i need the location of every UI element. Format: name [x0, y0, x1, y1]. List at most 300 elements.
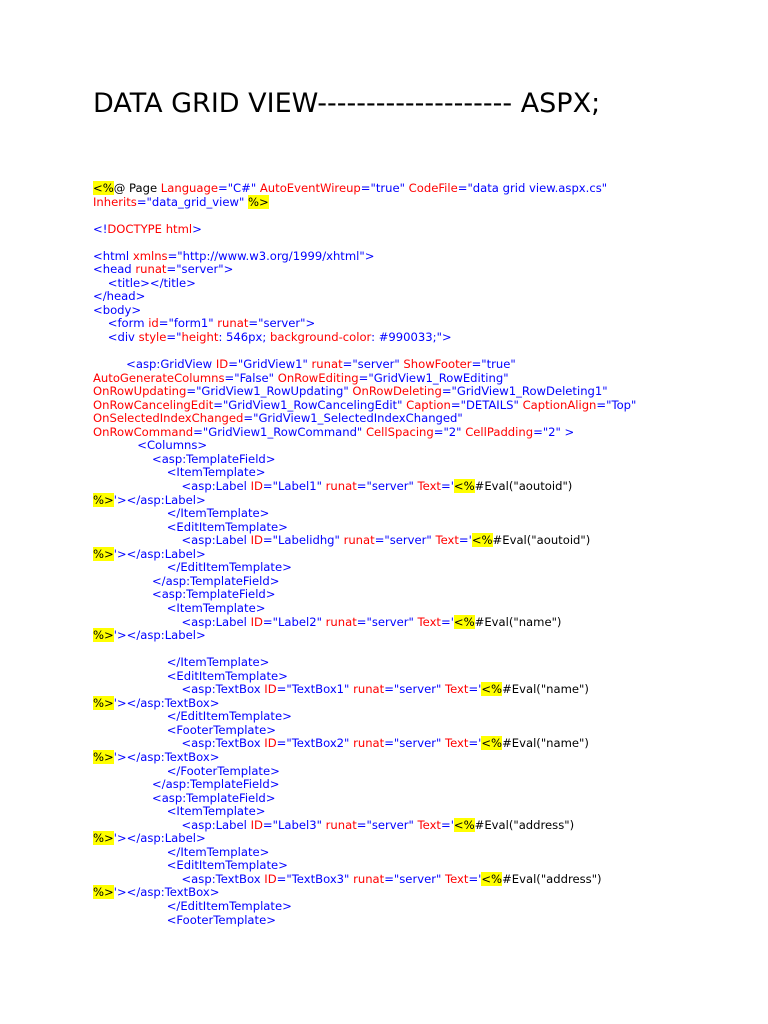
code-line: [93, 859, 753, 873]
highlighted-code-token: <%: [471, 533, 493, 548]
code-token: runat: [353, 871, 385, 886]
code-token: asp: [191, 736, 212, 751]
code-token: <: [93, 330, 118, 345]
code-token: ="C#": [218, 181, 260, 195]
code-token: title: [117, 275, 141, 290]
highlighted-code-token: %>: [93, 546, 114, 561]
code-token: TextBox: [164, 885, 210, 900]
code-token: <: [93, 302, 103, 317]
code-token: ="Labelidhg": [262, 533, 344, 548]
code-token: ="Label3": [262, 817, 326, 832]
code-line: [93, 697, 753, 711]
code-token: >: [278, 668, 288, 683]
code-token: Label: [164, 492, 196, 507]
page-title: DATA GRID VIEW-------------------- ASPX;: [93, 88, 601, 119]
code-token: :: [182, 587, 187, 602]
code-token: TextBox: [215, 682, 261, 697]
code-line: [93, 805, 753, 819]
code-token: ID: [250, 817, 263, 832]
code-token: : #990033;">: [371, 330, 452, 345]
code-line: [93, 412, 753, 426]
code-token: >: [195, 492, 206, 507]
code-line: [93, 548, 753, 562]
code-token: >: [195, 831, 206, 846]
code-token: >: [195, 628, 206, 643]
code-token: #Eval("name"): [502, 682, 589, 697]
code-token: =': [458, 533, 472, 548]
code-token: </: [93, 289, 107, 304]
code-token: runat: [353, 682, 385, 697]
code-line: [93, 561, 753, 575]
code-token: : 546px;: [218, 330, 270, 345]
highlighted-code-token: <%: [481, 736, 503, 751]
code-token: </: [93, 709, 181, 724]
code-token: runat: [343, 533, 375, 548]
code-line: [93, 873, 753, 887]
code-token: #Eval("address"): [502, 871, 602, 886]
code-token: </: [93, 573, 166, 588]
code-token: ="server": [356, 817, 418, 832]
code-token: :: [186, 573, 191, 588]
code-token: >: [265, 790, 276, 805]
code-token: <: [93, 600, 177, 615]
code-token: OnRowDeleting: [352, 384, 442, 399]
code-token: #Eval("name"): [502, 736, 589, 751]
code-token: Text: [417, 479, 441, 494]
code-token: Text: [417, 614, 441, 629]
code-token: ="TextBox2": [276, 736, 354, 751]
code-token: =': [440, 479, 454, 494]
code-token: ItemTemplate: [176, 804, 256, 819]
code-token: <: [93, 519, 177, 534]
code-token: Label: [215, 614, 247, 629]
code-token: ="server": [356, 479, 418, 494]
code-token: ID: [250, 479, 263, 494]
code-line: [93, 683, 753, 697]
code-token: FooterTemplate: [180, 763, 271, 778]
code-token: TemplateField: [186, 790, 266, 805]
code-token: <!: [93, 221, 108, 236]
code-line: [93, 846, 753, 860]
code-token: ="Label1": [262, 479, 326, 494]
code-token: asp: [191, 614, 212, 629]
code-token: >: [265, 587, 276, 602]
highlighted-code-token: <%: [453, 817, 475, 832]
code-token: ShowFooter: [403, 357, 472, 372]
code-token: asp: [161, 587, 183, 602]
code-line: [93, 778, 753, 792]
code-line: [93, 317, 753, 331]
code-token: ="False": [224, 370, 278, 385]
code-token: #Eval("name"): [474, 614, 562, 629]
code-line: [93, 575, 753, 589]
code-token: :: [211, 682, 216, 697]
code-token: ="Top": [596, 397, 637, 412]
code-token: >: [131, 302, 142, 317]
code-token: asp: [140, 546, 161, 561]
code-token: <: [93, 858, 177, 873]
code-token: asp: [191, 479, 212, 494]
code-token: ></: [140, 275, 164, 290]
code-token: :: [186, 777, 191, 792]
code-token: ItemTemplate: [176, 465, 256, 480]
code-token: Text: [417, 817, 441, 832]
code-line: [93, 602, 753, 616]
code-line: [93, 331, 753, 345]
code-token: <: [93, 275, 118, 290]
code-token: :: [160, 492, 165, 507]
code-token: :: [160, 831, 165, 846]
highlighted-code-token: %>: [93, 695, 114, 710]
code-token: ="GridView1": [228, 357, 312, 372]
code-token: CellSpacing: [365, 424, 434, 439]
code-token: ID: [250, 533, 263, 548]
code-token: >: [197, 438, 208, 453]
code-token: Caption: [406, 397, 451, 412]
code-token: TemplateField: [190, 777, 270, 792]
code-token: Label: [164, 628, 196, 643]
highlighted-code-token: %>: [93, 831, 114, 846]
code-token: ID: [264, 682, 277, 697]
code-token: FooterTemplate: [176, 722, 267, 737]
code-line: [93, 534, 753, 548]
code-token: :: [160, 628, 165, 643]
code-token: >: [282, 560, 292, 575]
code-token: >: [266, 912, 276, 927]
code-line: [93, 643, 753, 657]
code-token: Language: [160, 181, 218, 195]
code-token: ="server": [374, 533, 436, 548]
code-token: ="server": [384, 871, 445, 886]
code-token: '></: [113, 749, 141, 764]
code-block: [93, 182, 753, 927]
code-token: TextBox: [215, 736, 261, 751]
code-token: xmlns: [132, 248, 168, 263]
code-line: [93, 439, 753, 453]
code-token: '></: [113, 831, 141, 846]
code-line: [93, 765, 753, 779]
code-line: [93, 385, 753, 399]
code-token: runat: [135, 262, 167, 277]
code-token: >: [282, 709, 292, 724]
code-token: <: [93, 451, 162, 466]
code-token: </: [93, 898, 181, 913]
code-token: head: [102, 262, 132, 277]
code-token: runat: [325, 817, 357, 832]
code-token: Label: [215, 533, 247, 548]
code-line: [93, 629, 753, 643]
code-line: [93, 277, 753, 291]
highlighted-code-token: <%: [481, 871, 503, 886]
code-line: [93, 453, 753, 467]
code-line: [93, 656, 753, 670]
code-token: TemplateField: [186, 451, 266, 466]
code-line: [93, 737, 753, 751]
code-token: <: [93, 817, 192, 832]
code-token: AutoEventWireup: [259, 181, 361, 195]
code-token: EditItemTemplate: [176, 668, 279, 683]
code-line: [93, 480, 753, 494]
highlighted-code-token: %>: [93, 749, 114, 764]
code-line: [93, 209, 753, 223]
code-token: OnSelectedIndexChanged: [93, 411, 244, 426]
code-token: >: [255, 804, 266, 819]
code-token: CodeFile: [408, 181, 458, 195]
code-token: :: [211, 871, 216, 886]
code-token: Text: [444, 736, 469, 751]
code-token: >: [135, 289, 146, 304]
code-token: ="GridView1_RowCancelingEdit": [213, 397, 407, 412]
code-line: [93, 792, 753, 806]
code-token: >: [192, 221, 202, 236]
code-token: Text: [444, 871, 469, 886]
code-token: ="server": [342, 357, 404, 372]
code-line: [93, 345, 753, 359]
code-token: ID: [264, 871, 277, 886]
code-token: =': [440, 614, 454, 629]
code-token: >: [282, 898, 292, 913]
code-token: >: [266, 722, 276, 737]
code-token: OnRowCommand: [93, 424, 194, 439]
code-line: [93, 616, 753, 630]
code-token: ="server">: [248, 316, 316, 331]
code-token: runat: [217, 316, 249, 331]
code-token: ="TextBox3": [276, 871, 354, 886]
code-token: :: [211, 736, 216, 751]
code-line: [93, 182, 753, 196]
code-token: OnRowUpdating: [93, 384, 187, 399]
code-line: [93, 900, 753, 914]
code-token: TemplateField: [186, 587, 266, 602]
code-token: ID: [264, 736, 277, 751]
code-line: [93, 751, 753, 765]
code-token: </: [93, 655, 181, 670]
code-line: [93, 588, 753, 602]
code-line: [93, 710, 753, 724]
code-token: TemplateField: [190, 573, 270, 588]
code-token: style: [138, 330, 167, 345]
code-token: <: [93, 438, 147, 453]
code-token: <: [93, 912, 177, 927]
code-token: Inherits: [93, 194, 137, 209]
code-token: '></: [113, 885, 141, 900]
code-token: runat: [325, 614, 357, 629]
code-token: ="data grid view.aspx.cs": [457, 181, 608, 195]
code-token: =': [440, 817, 454, 832]
code-token: asp: [140, 885, 161, 900]
code-token: background-color: [270, 330, 372, 345]
highlighted-code-token: %>: [93, 492, 114, 507]
code-token: ID: [215, 357, 229, 372]
code-token: asp: [140, 749, 161, 764]
code-token: EditItemTemplate: [180, 560, 283, 575]
code-token: #Eval("aoutoid"): [492, 533, 591, 548]
code-token: </: [93, 763, 181, 778]
code-token: :: [182, 790, 187, 805]
code-token: runat: [325, 479, 357, 494]
code-token: '></: [113, 492, 141, 507]
code-token: form: [117, 316, 145, 331]
code-token: >: [209, 749, 220, 764]
code-token: Label: [215, 817, 247, 832]
code-token: Label: [164, 831, 196, 846]
code-token: ItemTemplate: [180, 844, 260, 859]
code-token: >: [186, 275, 196, 290]
code-token: =': [468, 871, 482, 886]
code-token: >: [265, 451, 276, 466]
highlighted-code-token: <%: [93, 181, 114, 195]
code-token: ="server": [384, 736, 445, 751]
code-token: :: [211, 817, 216, 832]
code-token: Text: [435, 533, 459, 548]
code-token: OnRowEditing: [277, 370, 359, 385]
code-token: div: [117, 330, 135, 345]
code-token: '></: [113, 546, 141, 561]
code-line: [93, 399, 753, 413]
code-token: <: [93, 871, 192, 886]
code-token: '></: [113, 695, 141, 710]
code-token: asp: [165, 777, 187, 792]
code-token: :: [156, 357, 161, 372]
code-token: asp: [140, 628, 161, 643]
code-token: ID: [250, 614, 263, 629]
code-token: <: [93, 682, 192, 697]
code-token: TextBox: [215, 871, 261, 886]
code-token: title: [163, 275, 187, 290]
code-token: @ Page: [113, 181, 161, 195]
code-token: >: [255, 465, 266, 480]
code-token: :: [182, 451, 187, 466]
code-token: <: [93, 790, 162, 805]
code-token: OnRowCancelingEdit: [93, 397, 214, 412]
code-token: ="server": [384, 682, 445, 697]
code-token: html: [102, 248, 130, 263]
highlighted-code-token: %>: [93, 628, 114, 643]
code-token: height: [181, 330, 219, 345]
code-token: EditItemTemplate: [176, 858, 279, 873]
code-line: [93, 250, 753, 264]
code-token: =": [166, 330, 182, 345]
code-token: <: [93, 465, 177, 480]
code-token: <: [93, 668, 177, 683]
code-token: Label: [215, 479, 247, 494]
code-line: [93, 494, 753, 508]
code-token: ItemTemplate: [180, 506, 260, 521]
code-token: >: [259, 844, 270, 859]
code-token: =': [468, 682, 482, 697]
code-token: ="true": [471, 357, 516, 372]
code-token: =': [468, 736, 482, 751]
code-line: [93, 223, 753, 237]
code-token: AutoGenerateColumns: [93, 370, 225, 385]
code-token: EditItemTemplate: [180, 898, 283, 913]
highlighted-code-token: <%: [453, 614, 475, 629]
code-token: ="GridView1_RowDeleting1": [441, 384, 608, 399]
code-token: ="server">: [166, 262, 234, 277]
code-token: GridView: [160, 357, 213, 372]
code-token: <: [93, 614, 192, 629]
code-line: [93, 819, 753, 833]
code-token: ="Label2": [262, 614, 326, 629]
code-token: ="DETAILS": [450, 397, 523, 412]
code-line: [93, 304, 753, 318]
code-token: >: [255, 600, 266, 615]
code-token: >: [209, 885, 220, 900]
code-token: runat: [353, 736, 385, 751]
code-token: asp: [140, 695, 161, 710]
code-token: asp: [191, 817, 212, 832]
highlighted-code-token: %>: [93, 885, 114, 900]
code-token: FooterTemplate: [176, 912, 267, 927]
code-token: ="GridView1_RowUpdating": [186, 384, 353, 399]
code-token: Text: [444, 682, 469, 697]
code-token: ="GridView1_RowEditing": [358, 370, 509, 385]
code-token: >: [259, 506, 270, 521]
code-line: [93, 426, 753, 440]
code-token: ="http://www.w3.org/1999/xhtml">: [167, 248, 375, 263]
code-token: :: [160, 546, 165, 561]
code-token: :: [160, 749, 165, 764]
code-token: ="GridView1_RowCommand": [193, 424, 366, 439]
code-line: [93, 670, 753, 684]
code-token: <: [93, 587, 162, 602]
code-line: [93, 466, 753, 480]
code-token: <: [93, 479, 192, 494]
code-token: runat: [311, 357, 343, 372]
code-token: asp: [161, 790, 183, 805]
code-token: <: [93, 248, 103, 263]
code-token: CaptionAlign: [522, 397, 597, 412]
code-token: ="form1": [158, 316, 218, 331]
code-token: asp: [191, 682, 212, 697]
code-token: ="GridView1_SelectedIndexChanged": [243, 411, 463, 426]
code-token: >: [270, 763, 280, 778]
code-line: [93, 263, 753, 277]
code-token: </: [93, 506, 181, 521]
code-token: EditItemTemplate: [176, 519, 279, 534]
code-token: >: [278, 858, 288, 873]
code-token: ="2": [433, 424, 466, 439]
code-token: >: [259, 655, 270, 670]
code-token: <: [93, 533, 192, 548]
code-token: ="true": [360, 181, 409, 195]
code-token: CellPadding: [465, 424, 534, 439]
code-token: DOCTYPE: [107, 221, 163, 236]
highlighted-code-token: <%: [481, 682, 503, 697]
code-token: <: [93, 722, 177, 737]
code-line: [93, 886, 753, 900]
code-token: asp: [161, 451, 183, 466]
code-token: head: [106, 289, 136, 304]
code-line: [93, 724, 753, 738]
code-line: [93, 196, 753, 210]
highlighted-code-token: %>: [248, 194, 269, 209]
code-token: '></: [113, 628, 141, 643]
code-token: <: [93, 357, 136, 372]
code-token: asp: [135, 357, 157, 372]
code-token: :: [160, 885, 165, 900]
code-token: ItemTemplate: [180, 655, 260, 670]
code-token: ="TextBox1": [276, 682, 354, 697]
code-token: html: [162, 221, 193, 236]
code-token: Columns: [146, 438, 198, 453]
code-line: [93, 372, 753, 386]
code-token: >: [195, 546, 206, 561]
code-token: <: [93, 804, 177, 819]
code-token: ItemTemplate: [176, 600, 256, 615]
code-token: </: [93, 560, 181, 575]
highlighted-code-token: <%: [453, 479, 475, 494]
